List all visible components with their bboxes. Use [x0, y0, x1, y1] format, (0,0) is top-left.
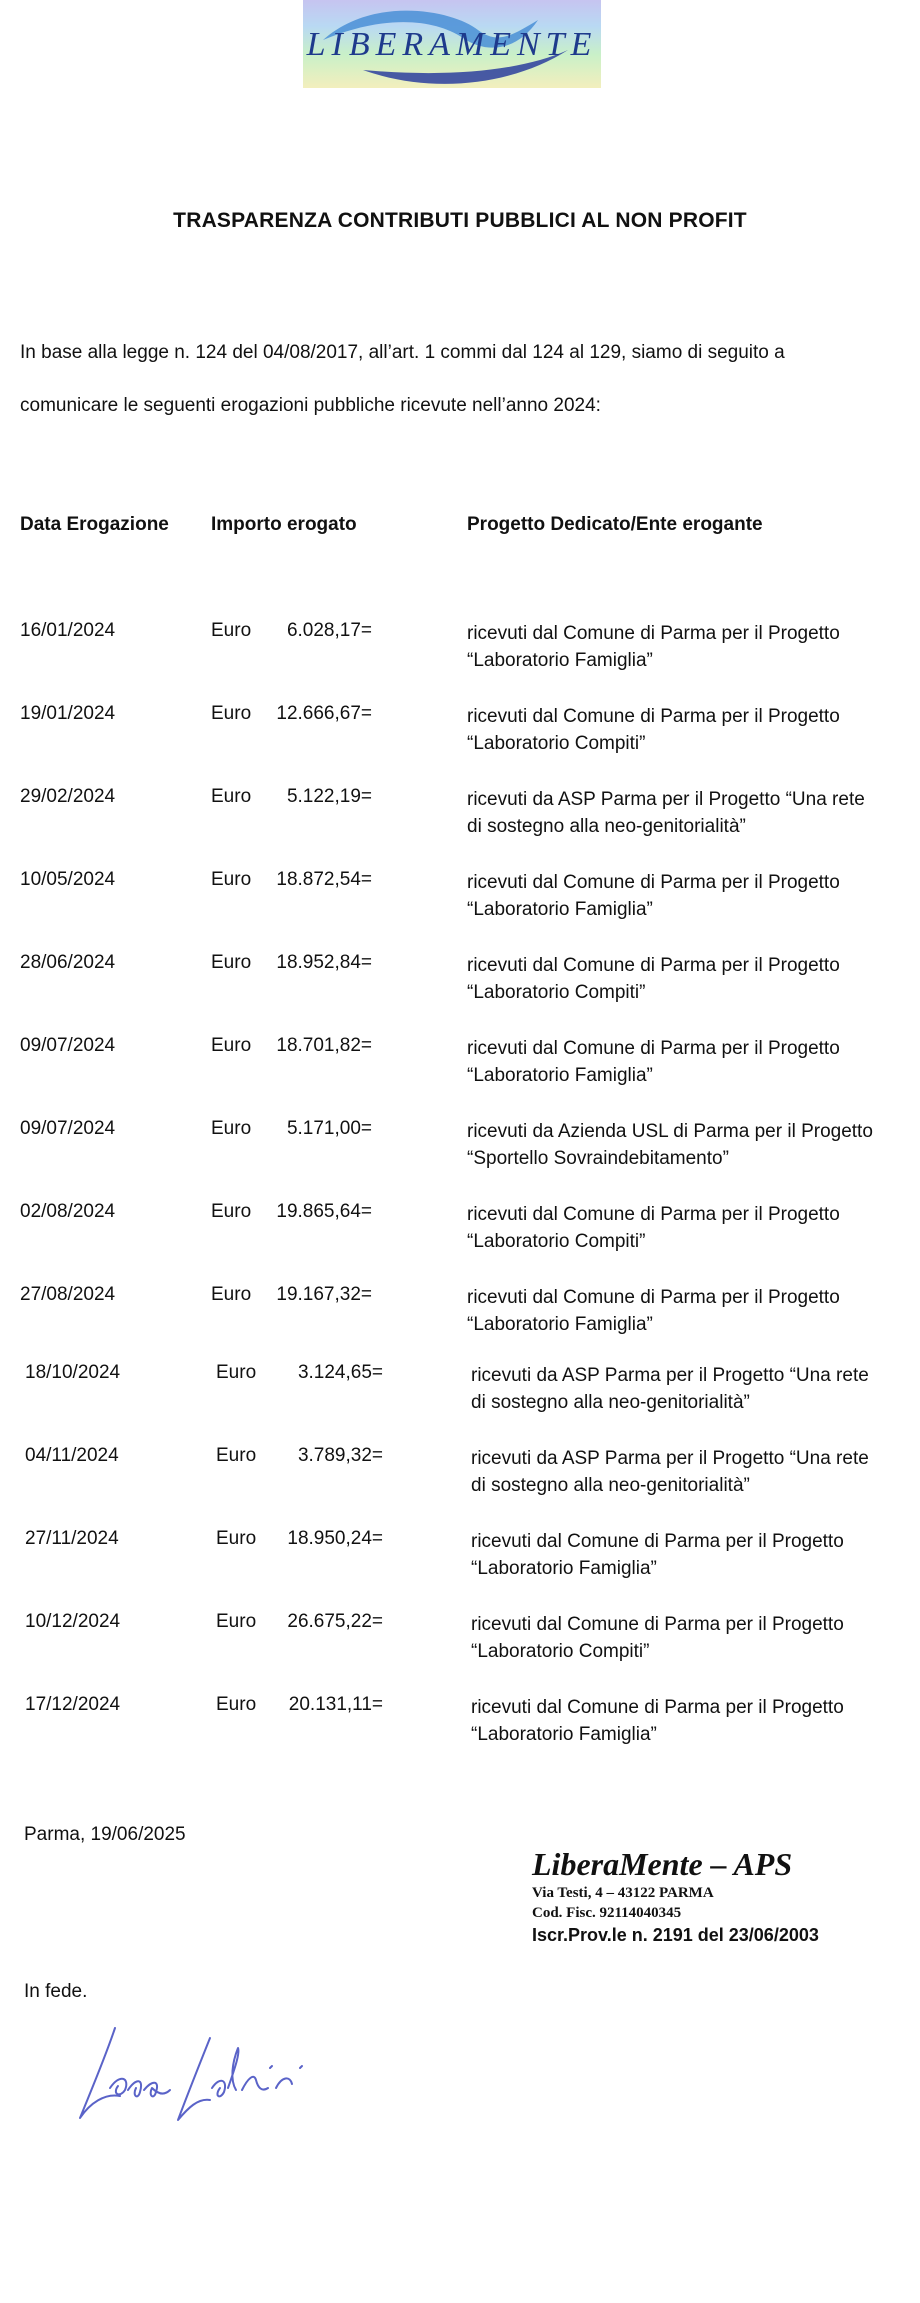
- row-date: 27/08/2024: [20, 1284, 116, 1305]
- row-currency: Euro: [216, 1611, 257, 1632]
- row-project: [467, 1035, 907, 1089]
- row-project-line-2: “Laboratorio Compiti”: [471, 1641, 650, 1662]
- row-project-line-1: ricevuti da ASP Parma per il Progetto “Una rete: [471, 1365, 869, 1386]
- row-project: [467, 869, 907, 923]
- row-project-line-2: “Laboratorio Famiglia”: [471, 1724, 657, 1745]
- row-currency: Euro: [211, 1284, 252, 1305]
- row-date: 19/01/2024: [20, 703, 116, 724]
- row-project-line-2: “Laboratorio Famiglia”: [467, 1065, 653, 1086]
- row-project-line-1: ricevuti da Azienda USL di Parma per il Progetto: [467, 1121, 873, 1142]
- row-project: [471, 1694, 911, 1748]
- intro-paragraph: [20, 326, 900, 432]
- row-date: 02/08/2024: [20, 1201, 116, 1222]
- list-item: [0, 1118, 920, 1178]
- row-project: [471, 1611, 911, 1665]
- row-project-line-1: ricevuti da ASP Parma per il Progetto “Una rete: [471, 1448, 869, 1469]
- row-project: [471, 1362, 911, 1416]
- row-project-line-1: ricevuti da ASP Parma per il Progetto “Una rete: [467, 789, 865, 810]
- row-currency: Euro: [211, 869, 252, 890]
- row-currency: Euro: [211, 620, 252, 641]
- row-amount: 19.865,64=: [276, 1201, 372, 1222]
- row-project: [467, 1284, 907, 1338]
- page-title: TRASPARENZA CONTRIBUTI PUBBLICI AL NON PROFIT: [173, 209, 747, 232]
- row-amount: 6.028,17=: [286, 620, 372, 641]
- intro-line-2: comunicare le seguenti erogazioni pubbliche ricevute nell’anno 2024:: [20, 395, 601, 416]
- row-project-line-1: ricevuti dal Comune di Parma per il Progetto: [467, 955, 840, 976]
- row-project-line-2: “Laboratorio Compiti”: [467, 982, 646, 1003]
- row-currency: Euro: [211, 1118, 252, 1139]
- logo-text: LIBERAMENTE: [306, 26, 598, 63]
- header-project: Progetto Dedicato/Ente erogante: [467, 514, 763, 535]
- intro-line-1: In base alla legge n. 124 del 04/08/2017, all’art. 1 commi dal 124 al 129, siamo di seguito a: [20, 342, 785, 363]
- row-project: [467, 952, 907, 1006]
- list-item: [0, 1035, 920, 1095]
- row-currency: Euro: [211, 703, 252, 724]
- row-project: [467, 1201, 907, 1255]
- org-tax-code: Cod. Fisc. 92114040345: [532, 1905, 682, 1921]
- row-date: 09/07/2024: [20, 1118, 116, 1139]
- place-date: Parma, 19/06/2025: [24, 1824, 186, 1845]
- row-amount: 3.124,65=: [297, 1362, 383, 1383]
- logo: [303, 0, 601, 88]
- row-date: 28/06/2024: [20, 952, 116, 973]
- row-currency: Euro: [216, 1528, 257, 1549]
- row-currency: Euro: [216, 1694, 257, 1715]
- row-project: [471, 1528, 911, 1582]
- row-project-line-1: ricevuti dal Comune di Parma per il Progetto: [467, 1204, 840, 1225]
- row-project-line-2: “Laboratorio Famiglia”: [467, 899, 653, 920]
- row-project-line-2: “Laboratorio Famiglia”: [467, 1314, 653, 1335]
- row-date: 09/07/2024: [20, 1035, 116, 1056]
- row-amount: 3.789,32=: [297, 1445, 383, 1466]
- row-amount: 19.167,32=: [276, 1284, 372, 1305]
- row-project: [467, 620, 907, 674]
- list-item: [0, 786, 920, 846]
- row-date: 16/01/2024: [20, 620, 116, 641]
- row-project-line-2: “Laboratorio Famiglia”: [467, 650, 653, 671]
- row-project: [467, 786, 907, 840]
- row-project-line-1: ricevuti dal Comune di Parma per il Progetto: [467, 1038, 840, 1059]
- row-currency: Euro: [211, 952, 252, 973]
- row-project: [471, 1445, 911, 1499]
- row-amount: 5.122,19=: [286, 786, 372, 807]
- row-date: 04/11/2024: [25, 1445, 119, 1466]
- org-address: Via Testi, 4 – 43122 PARMA: [532, 1885, 714, 1901]
- signature-icon: [70, 2018, 330, 2128]
- list-item: [0, 703, 920, 763]
- row-project-line-1: ricevuti dal Comune di Parma per il Progetto: [471, 1697, 844, 1718]
- row-amount: 18.872,54=: [276, 869, 372, 890]
- row-date: 10/05/2024: [20, 869, 116, 890]
- row-project-line-1: ricevuti dal Comune di Parma per il Progetto: [467, 1287, 840, 1308]
- row-currency: Euro: [211, 1201, 252, 1222]
- row-project-line-1: ricevuti dal Comune di Parma per il Progetto: [471, 1531, 844, 1552]
- org-stamp: [532, 1845, 819, 1947]
- list-item: [0, 1445, 920, 1505]
- list-item: [0, 1201, 920, 1261]
- list-item: [0, 620, 920, 680]
- list-item: [0, 1284, 920, 1344]
- row-date: 27/11/2024: [25, 1528, 119, 1549]
- row-amount: 18.952,84=: [276, 952, 372, 973]
- row-project-line-2: “Laboratorio Compiti”: [467, 733, 646, 754]
- row-project-line-1: ricevuti dal Comune di Parma per il Progetto: [467, 872, 840, 893]
- row-project: [467, 703, 907, 757]
- row-project-line-2: “Sportello Sovraindebitamento”: [467, 1148, 729, 1169]
- row-currency: Euro: [216, 1445, 257, 1466]
- row-project-line-2: di sostegno alla neo-genitorialità”: [467, 816, 746, 837]
- row-currency: Euro: [211, 786, 252, 807]
- row-date: 18/10/2024: [25, 1362, 121, 1383]
- row-currency: Euro: [216, 1362, 257, 1383]
- list-item: [0, 1528, 920, 1588]
- row-amount: 20.131,11=: [288, 1694, 383, 1715]
- list-item: [0, 869, 920, 929]
- header-amount: Importo erogato: [211, 514, 357, 535]
- row-project-line-1: ricevuti dal Comune di Parma per il Progetto: [467, 706, 840, 727]
- row-amount: 18.701,82=: [276, 1035, 372, 1056]
- row-project-line-2: “Laboratorio Compiti”: [467, 1231, 646, 1252]
- row-amount: 5.171,00=: [286, 1118, 372, 1139]
- list-item: [0, 1694, 920, 1754]
- header-date: Data Erogazione: [20, 514, 169, 535]
- row-project-line-2: “Laboratorio Famiglia”: [471, 1558, 657, 1579]
- row-project: [467, 1118, 907, 1172]
- row-date: 17/12/2024: [25, 1694, 121, 1715]
- row-project-line-1: ricevuti dal Comune di Parma per il Progetto: [467, 623, 840, 644]
- in-faith: In fede.: [24, 1981, 88, 2002]
- row-amount: 18.950,24=: [287, 1528, 383, 1549]
- list-item: [0, 952, 920, 1012]
- row-currency: Euro: [211, 1035, 252, 1056]
- org-name: LiberaMente – APS: [532, 1846, 793, 1882]
- list-item: [0, 1362, 920, 1422]
- list-item: [0, 1611, 920, 1671]
- row-project-line-2: di sostegno alla neo-genitorialità”: [471, 1475, 750, 1496]
- row-project-line-1: ricevuti dal Comune di Parma per il Progetto: [471, 1614, 844, 1635]
- row-date: 10/12/2024: [25, 1611, 121, 1632]
- row-amount: 12.666,67=: [276, 703, 372, 724]
- org-registration: Iscr.Prov.le n. 2191 del 23/06/2003: [532, 1925, 819, 1945]
- row-amount: 26.675,22=: [287, 1611, 383, 1632]
- row-project-line-2: di sostegno alla neo-genitorialità”: [471, 1392, 750, 1413]
- row-date: 29/02/2024: [20, 786, 116, 807]
